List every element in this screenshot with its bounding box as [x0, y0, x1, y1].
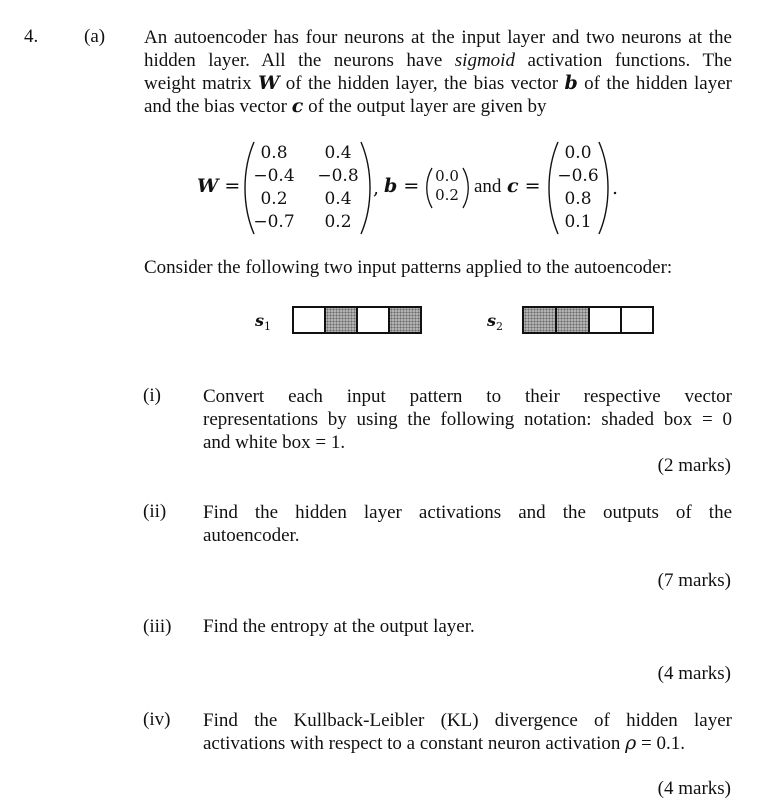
subpart-iv-marks: (4 marks): [657, 778, 731, 799]
b-cell: 0.0: [435, 167, 459, 185]
pattern-s1-label: $s_1$: [255, 311, 272, 334]
rho-symbol: ρ: [625, 732, 637, 754]
W-comma: ,: [373, 177, 380, 199]
subpart-i-number: (i): [143, 385, 161, 406]
consider-text: Consider the following two input patterns applied to the autoencoder:: [144, 257, 673, 278]
pattern-box-shaded: [324, 306, 358, 334]
c-right-bracket: [597, 140, 613, 236]
pattern-s2-label: $s_2$: [487, 311, 504, 334]
subpart-iv-number: (iv): [143, 709, 171, 730]
intro-line-4: and the bias vector c of the output layer are given by: [144, 95, 547, 117]
subpart-iv-text: Find the Kullback-Leibler (KL) divergence of hidden layer activations with respect to a constant neuron activation ρ = 0.1.: [203, 710, 732, 754]
W-cell: 0.4: [324, 189, 352, 209]
question-number: 4.: [24, 26, 39, 47]
pattern-box-shaded: [555, 306, 590, 334]
subpart-i-text: Convert each input pattern to their respective vector representations by using the following notation: shaded box = 0 and white box = 1.: [203, 386, 732, 453]
intro-line-3: weight matrix W of the hidden layer, the bias vector b of the hidden layer: [144, 72, 732, 94]
c-symbol: c: [291, 95, 304, 117]
subpart-iii-marks: (4 marks): [657, 663, 731, 684]
pattern-box-shaded: [522, 306, 557, 334]
pattern-box-white: [356, 306, 390, 334]
W-cell: −0.8: [317, 166, 359, 186]
subpart-iii-number: (iii): [143, 616, 172, 637]
subpart-ii-number: (ii): [143, 501, 167, 522]
pattern-box-shaded: [388, 306, 422, 334]
c-period: .: [612, 177, 619, 199]
subpart-ii-marks: (7 marks): [657, 570, 731, 591]
c-cell: 0.8: [564, 189, 592, 209]
b-right-paren: [461, 166, 471, 210]
subpart-i-marks: (2 marks): [657, 455, 731, 476]
W-cell: 0.2: [260, 189, 288, 209]
W-cell: 0.8: [260, 143, 288, 163]
W-cell: −0.4: [253, 166, 295, 186]
subpart-iii-text: Find the entropy at the output layer.: [203, 616, 475, 637]
b-symbol: b: [564, 72, 578, 94]
pattern-box-white: [588, 306, 622, 334]
intro-line-2: hidden layer. All the neurons have sigmoid activation functions. The: [144, 50, 732, 71]
and-word: and: [474, 176, 502, 197]
equation-block: [0, 0, 783, 250]
intro-line-1: An autoencoder has four neurons at the input layer and two neurons at the: [144, 27, 732, 48]
c-equation-label: c =: [507, 175, 541, 197]
W-cell: 0.2: [324, 212, 352, 232]
W-cell: 0.4: [324, 143, 352, 163]
W-equation-label: W =: [197, 175, 241, 197]
c-cell: −0.6: [557, 166, 599, 186]
c-cell: 0.0: [564, 143, 592, 163]
pattern-s1: [292, 306, 422, 334]
c-cell: 0.1: [564, 212, 592, 232]
subpart-ii-text: Find the hidden layer activations and the outputs of the autoencoder.: [203, 502, 732, 546]
part-label: (a): [84, 26, 106, 47]
b-cell: 0.2: [435, 186, 459, 204]
pattern-box-white: [292, 306, 326, 334]
b-equation-label: b =: [384, 175, 420, 197]
W-cell: −0.7: [253, 212, 295, 232]
pattern-box-white: [620, 306, 654, 334]
sigmoid-term: sigmoid: [454, 50, 515, 71]
W-symbol: W: [258, 72, 280, 94]
pattern-s2: [522, 306, 654, 334]
